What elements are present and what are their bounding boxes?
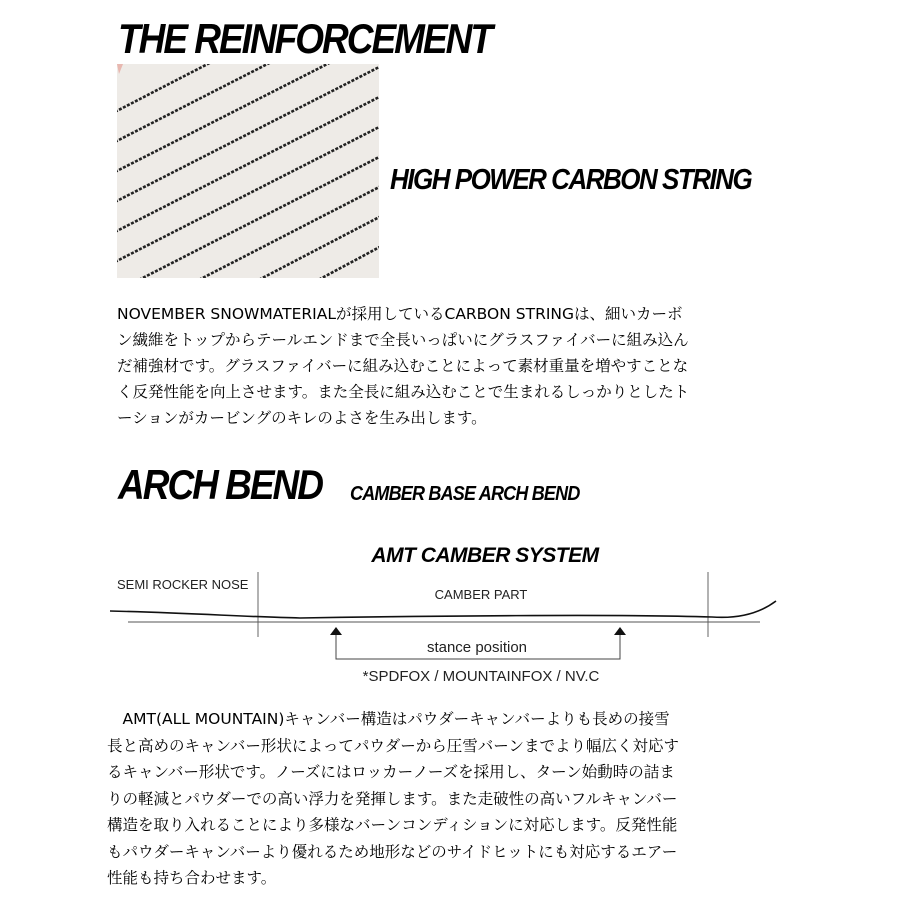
arch-bend-subtitle: CAMBER BASE ARCH BEND: [350, 482, 580, 505]
paragraph-line: るキャンバー形状です。ノーズにはロッカーノーズを採用し、ターン始動時の詰ま: [107, 763, 675, 781]
paragraph-line: もパウダーキャンバーより優れるため地形などのサイドヒットにも対応するエアー: [107, 842, 678, 861]
paragraph-line: だ補強材です。グラスファイバーに組み込むことによって素材重量を増やすことな: [117, 357, 689, 375]
stance-arrow-left: [330, 627, 342, 635]
paragraph-line: ーションがカービングのキレのよさを生み出します。: [117, 409, 487, 427]
stance-position-label: stance position: [426, 639, 528, 656]
paragraph-line: りの軽減とパウダーでの高い浮力を発揮します。また走破性の高いフルキャンバー: [107, 789, 678, 808]
paragraph-line: 長と高めのキャンバー形状によってパウダーから圧雪バーンまでより幅広く対応す: [107, 736, 679, 755]
paragraph-line: く反発性能を向上させます。また全長に組み込むことで生まれるしっかりとしたト: [117, 383, 690, 401]
carbon-string-subtitle: HIGH POWER CARBON STRING: [390, 162, 752, 196]
paragraph-line: NOVEMBER SNOWMATERIALが採用しているCARBON STRINGは、細いカーボ: [117, 305, 683, 323]
camber-part-label: CAMBER PART: [434, 587, 528, 602]
paragraph-line: ン繊維をトップからテールエンドまで全長いっぱいにグラスファイバーに組み込ん: [117, 331, 689, 349]
diagram-title: AMT CAMBER SYSTEM: [371, 544, 599, 567]
carbon-string-photo: [117, 64, 379, 278]
reinforcement-title: THE REINFORCEMENT: [118, 16, 491, 62]
models-label: *SPDFOX / MOUNTAINFOX / NV.C: [362, 668, 600, 685]
paragraph-line: 性能も持ち合わせます。: [107, 869, 277, 887]
arch-bend-title: ARCH BEND: [118, 462, 322, 508]
reinforcement-paragraph: [117, 301, 689, 431]
amt-camber-diagram: [100, 535, 800, 695]
board-profile: [110, 601, 776, 618]
paragraph-line: AMT(ALL MOUNTAIN)キャンバー構造はパウダーキャンバーよりも長めの接雪: [107, 710, 670, 728]
semi-rocker-nose-label: SEMI ROCKER NOSE: [117, 577, 249, 592]
stance-arrow-right: [614, 627, 626, 635]
arch-bend-paragraph: [107, 706, 679, 892]
paragraph-line: 構造を取り入れることにより多様なバーンコンディションに対応します。反発性能: [107, 816, 678, 834]
